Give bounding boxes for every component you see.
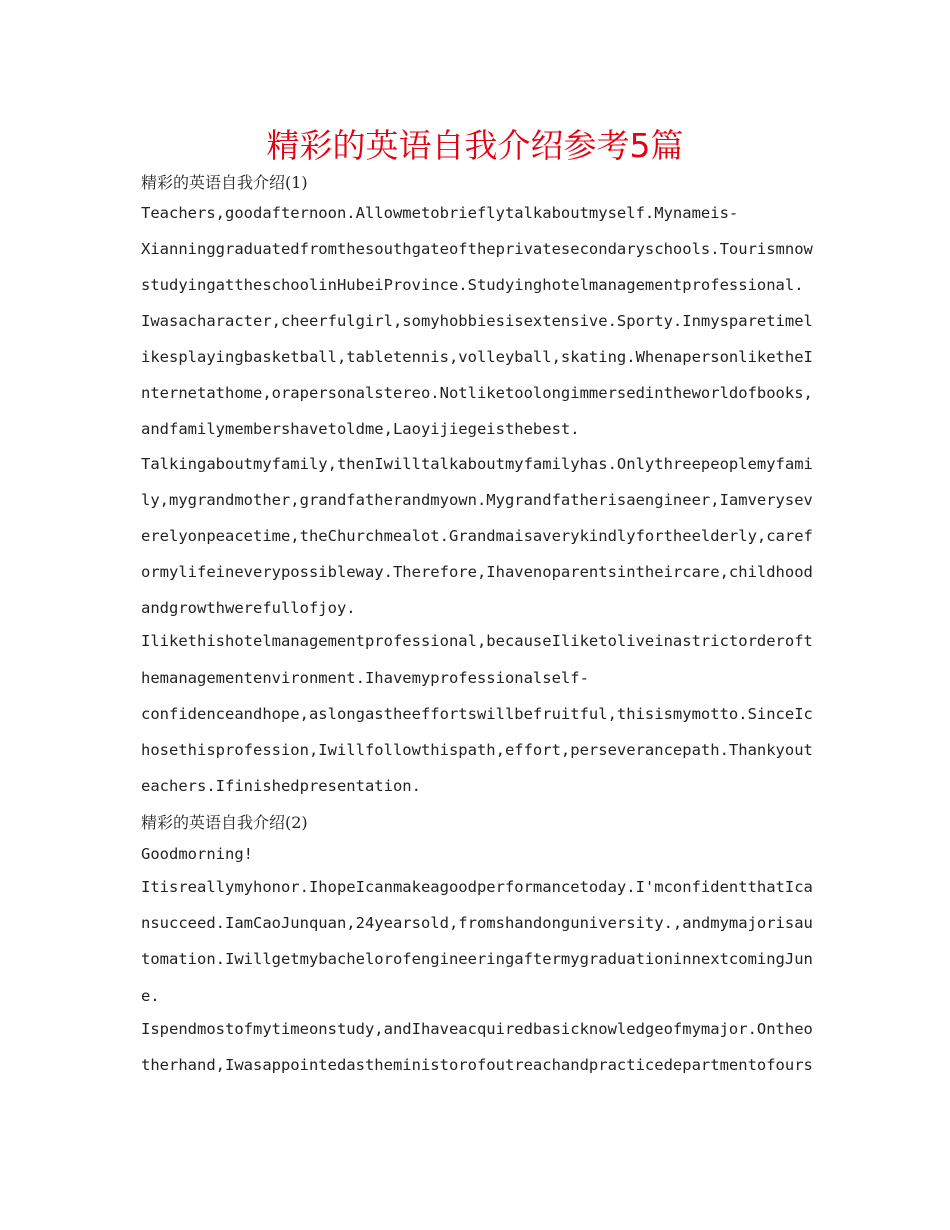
paragraph-line: e. xyxy=(141,987,160,1005)
paragraph-line: nternetathome,orapersonalstereo.Notliketoolongimmersedintheworldofbooks, xyxy=(141,384,813,402)
paragraph-line: hosethisprofession,Iwillfollowthispath,effort,perseverancepath.Thankyout xyxy=(141,741,813,759)
document-title: 精彩的英语自我介绍参考5篇 xyxy=(266,126,684,165)
paragraph-line: tomation.IwillgetmybachelorofengineeringaftermygraduationinnextcomingJun xyxy=(141,950,813,968)
paragraph-line: ikesplayingbasketball,tabletennis,volleyball,skating.WhenapersonliketheI xyxy=(141,348,813,366)
paragraph-line: confidenceandhope,aslongastheeffortswillbefruitful,thisismymotto.SinceIc xyxy=(141,705,813,723)
paragraph-line: Itisreallymyhonor.IhopeIcanmakeagoodperformancetoday.I'mconfidentthatIca xyxy=(141,878,813,896)
paragraph-line: Teachers,goodafternoon.Allowmetobrieflytalkaboutmyself.Mynameis- xyxy=(141,204,739,222)
paragraph-line: andgrowthwerefullofjoy. xyxy=(141,599,356,617)
paragraph-line: studyingattheschoolinHubeiProvince.Studyinghotelmanagementprofessional. xyxy=(141,276,804,294)
paragraph-line: Ilikethishotelmanagementprofessional,becauseIliketoliveinastrictorderoft xyxy=(141,632,813,650)
paragraph-line: hemanagementenvironment.Ihavemyprofessionalself- xyxy=(141,669,589,687)
paragraph-line: ormylifeineverypossibleway.Therefore,Ihavenoparentsintheircare,childhood xyxy=(141,563,813,581)
paragraph-line: ly,mygrandmother,grandfatherandmyown.Mygrandfatherisaengineer,Iamverysev xyxy=(141,491,813,509)
paragraph-line: Xianninggraduatedfromthesouthgateoftheprivatesecondaryschools.Tourismnow xyxy=(141,240,813,258)
section-2-heading: 精彩的英语自我介绍(2) xyxy=(141,813,308,832)
paragraph-line: therhand,Iwasappointedastheministorofoutreachandpracticedepartmentofours xyxy=(141,1056,813,1074)
paragraph-line: Talkingaboutmyfamily,thenIwilltalkaboutmyfamilyhas.Onlythreepeoplemyfami xyxy=(141,455,813,473)
paragraph-line: andfamilymembershavetoldme,Laoyijiegeisthebest. xyxy=(141,420,580,438)
paragraph-line: Ispendmostofmytimeonstudy,andIhaveacquiredbasicknowledgeofmymajor.Ontheo xyxy=(141,1020,813,1038)
paragraph-line: nsucceed.IamCaoJunquan,24yearsold,fromshandonguniversity.,andmymajorisau xyxy=(141,914,813,932)
section-1-heading: 精彩的英语自我介绍(1) xyxy=(141,173,308,192)
paragraph-line: erelyonpeacetime,theChurchmealot.Grandmaisaverykindlyfortheelderly,caref xyxy=(141,527,813,545)
paragraph-line: Goodmorning! xyxy=(141,845,253,863)
paragraph-line: eachers.Ifinishedpresentation. xyxy=(141,777,421,795)
paragraph-line: Iwasacharacter,cheerfulgirl,somyhobbiesisextensive.Sporty.Inmysparetimel xyxy=(141,312,813,330)
